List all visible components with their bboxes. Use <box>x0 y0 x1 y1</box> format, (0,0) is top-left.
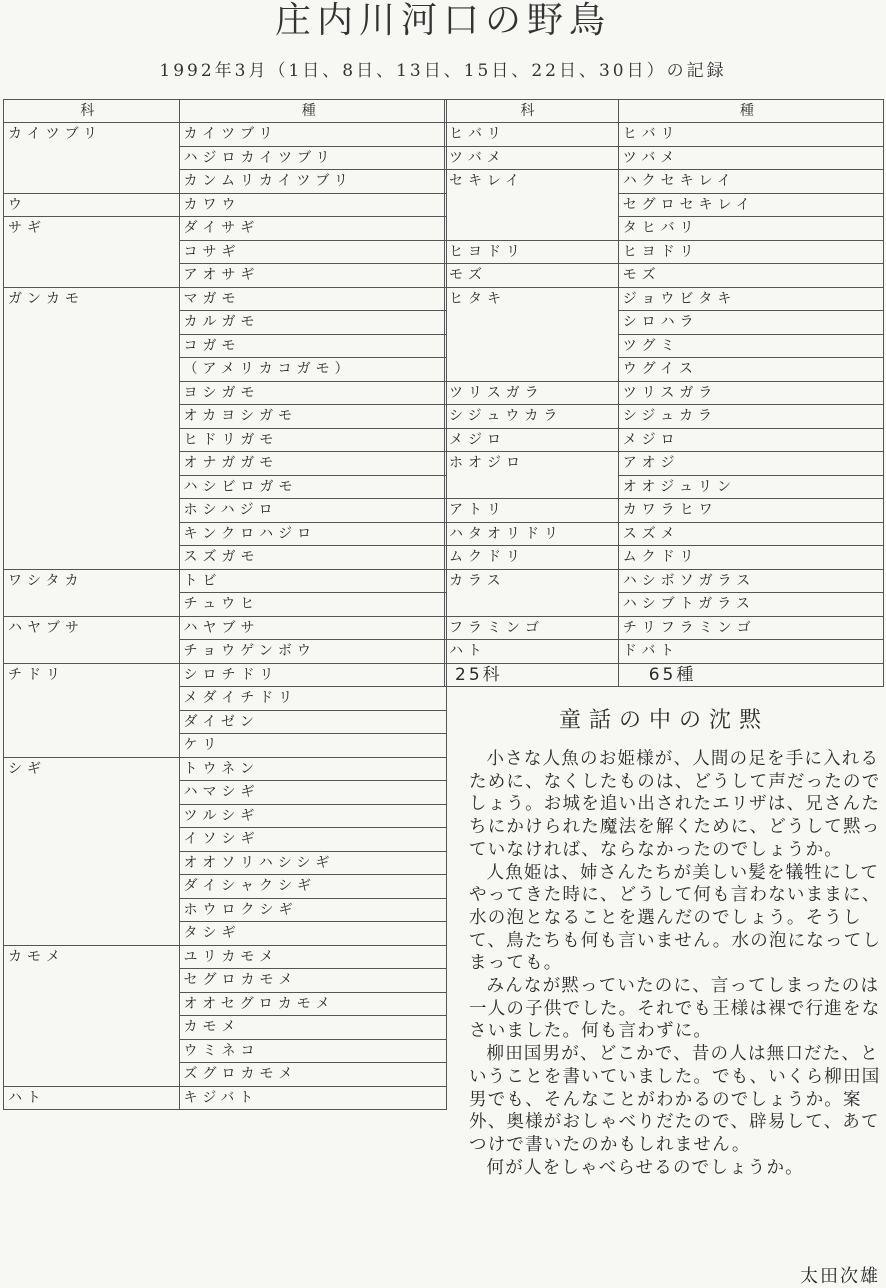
family-cell <box>4 499 180 523</box>
family-cell: ツバメ <box>445 146 619 170</box>
family-cell: チドリ <box>4 663 180 687</box>
family-header: 科 <box>4 100 180 123</box>
table-row <box>4 358 447 382</box>
family-cell <box>4 875 180 899</box>
family-cell: フラミンゴ <box>445 616 619 640</box>
species-cell: シロチドリ <box>179 663 446 687</box>
species-cell: コガモ <box>179 334 446 358</box>
family-cell <box>445 217 619 241</box>
family-cell <box>4 1063 180 1087</box>
essay-body <box>469 748 886 1179</box>
species-header: 種 <box>179 100 446 123</box>
table-row <box>445 522 884 546</box>
page-subtitle: 1992年3月（1日、8日、13日、15日、22日、30日）の記録 <box>159 61 727 81</box>
species-cell: キンクロハジロ <box>179 522 446 546</box>
table-row <box>4 593 447 617</box>
species-cell: ダイサギ <box>179 217 446 241</box>
family-cell: アトリ <box>445 499 619 523</box>
table-row <box>4 710 447 734</box>
family-cell: ワシタカ <box>4 569 180 593</box>
essay-paragraph: みんなが黙っていたのに、言ってしまったのは一人の子供でした。それでも王様は裸で行進をなさいました。何も言わずに。 <box>469 976 881 1042</box>
table-row <box>4 1086 447 1110</box>
family-cell: ツリスガラ <box>445 381 619 405</box>
family-header: 科 <box>445 100 619 123</box>
species-cell: ツルシギ <box>179 804 446 828</box>
table-row <box>4 428 447 452</box>
table-row <box>4 170 447 194</box>
table-row <box>4 287 447 311</box>
table-row <box>4 193 447 217</box>
family-cell <box>4 1016 180 1040</box>
family-cell: カモメ <box>4 945 180 969</box>
family-cell <box>445 311 619 335</box>
table-row <box>4 217 447 241</box>
family-cell <box>4 311 180 335</box>
table-row <box>4 851 447 875</box>
species-cell: ウミネコ <box>179 1039 446 1063</box>
family-cell <box>4 240 180 264</box>
totals-row <box>445 663 884 687</box>
family-cell: カイツブリ <box>4 123 180 147</box>
family-cell <box>4 640 180 664</box>
family-cell: モズ <box>445 264 619 288</box>
family-cell <box>4 381 180 405</box>
table-row <box>445 499 884 523</box>
table-row <box>445 264 884 288</box>
table-row <box>4 640 447 664</box>
family-cell: ガンカモ <box>4 287 180 311</box>
family-cell: サギ <box>4 217 180 241</box>
table-row <box>4 992 447 1016</box>
table-row <box>4 875 447 899</box>
essay-paragraph: 柳田国男が、どこかで、昔の人は無口だた、ということを書いていました。でも、いくら柳田国男でも、そんなことがわかるのでしょうか。案外、奥様がおしゃべりだたので、辟易して、あてつけで書いたのかもしれません。 <box>469 1044 881 1155</box>
family-cell <box>4 804 180 828</box>
table-row <box>4 381 447 405</box>
species-cell: ムクドリ <box>618 546 883 570</box>
family-cell <box>4 969 180 993</box>
species-cell: （アメリカコガモ） <box>179 358 446 382</box>
family-cell <box>4 264 180 288</box>
table-row <box>4 898 447 922</box>
species-cell: トウネン <box>179 757 446 781</box>
species-cell: ダイゼン <box>179 710 446 734</box>
family-cell <box>4 734 180 758</box>
family-cell <box>445 358 619 382</box>
table-row <box>4 1016 447 1040</box>
species-cell: スズメ <box>618 522 883 546</box>
species-cell: ハシブトガラス <box>618 593 883 617</box>
species-cell: ウグイス <box>618 358 883 382</box>
table-row <box>4 311 447 335</box>
table-row <box>4 499 447 523</box>
species-cell: カワウ <box>179 193 446 217</box>
table-row <box>4 405 447 429</box>
bird-table-left <box>3 99 447 1110</box>
family-cell <box>4 898 180 922</box>
essay-title: 童話の中の沈黙 <box>558 708 769 733</box>
table-row <box>445 640 884 664</box>
family-cell <box>445 334 619 358</box>
table-row <box>445 311 884 335</box>
table-row <box>4 546 447 570</box>
family-cell: カラス <box>445 569 619 593</box>
species-cell: タヒバリ <box>618 217 883 241</box>
table-row <box>445 546 884 570</box>
species-cell: ヒドリガモ <box>179 428 446 452</box>
species-cell: ジョウビタキ <box>618 287 883 311</box>
total-families: 25科 <box>445 663 619 687</box>
family-cell: メジロ <box>445 428 619 452</box>
table-row <box>445 334 884 358</box>
family-cell <box>4 992 180 1016</box>
species-cell: ハシビロガモ <box>179 475 446 499</box>
species-cell: イソシギ <box>179 828 446 852</box>
family-cell: ヒタキ <box>445 287 619 311</box>
table-row <box>4 804 447 828</box>
table-row <box>4 687 447 711</box>
species-cell: キジバト <box>179 1086 446 1110</box>
family-cell <box>445 193 619 217</box>
family-cell <box>4 1039 180 1063</box>
species-cell: セグロセキレイ <box>618 193 883 217</box>
species-cell: メダイチドリ <box>179 687 446 711</box>
species-cell: ケリ <box>179 734 446 758</box>
family-cell <box>4 405 180 429</box>
family-cell: ホオジロ <box>445 452 619 476</box>
species-cell: チリフラミンゴ <box>618 616 883 640</box>
species-cell: ユリカモメ <box>179 945 446 969</box>
table-row <box>445 428 884 452</box>
table-row <box>445 170 884 194</box>
species-cell: ハクセキレイ <box>618 170 883 194</box>
species-cell: オオジュリン <box>618 475 883 499</box>
table-row <box>4 922 447 946</box>
species-cell: カイツブリ <box>179 123 446 147</box>
family-cell <box>4 781 180 805</box>
table-row <box>445 475 884 499</box>
bird-table-right-body <box>445 123 884 664</box>
table-row <box>445 593 884 617</box>
family-cell <box>4 851 180 875</box>
species-cell: ヨシガモ <box>179 381 446 405</box>
table-row <box>4 123 447 147</box>
table-row <box>4 264 447 288</box>
species-cell: ホシハジロ <box>179 499 446 523</box>
table-row <box>4 569 447 593</box>
table-row <box>4 522 447 546</box>
family-cell <box>4 546 180 570</box>
family-cell <box>445 475 619 499</box>
species-cell: マガモ <box>179 287 446 311</box>
family-cell <box>4 170 180 194</box>
species-cell: ハシボソガラス <box>618 569 883 593</box>
table-row <box>445 240 884 264</box>
table-row <box>4 969 447 993</box>
table-row <box>445 569 884 593</box>
species-cell: トビ <box>179 569 446 593</box>
family-cell <box>4 428 180 452</box>
total-species: 65種 <box>618 663 883 687</box>
species-cell: ダイシャクシギ <box>179 875 446 899</box>
species-cell: ヒバリ <box>618 123 883 147</box>
table-row <box>4 828 447 852</box>
species-cell: オナガガモ <box>179 452 446 476</box>
family-cell: ムクドリ <box>445 546 619 570</box>
author-name: 太田次雄 <box>800 1266 880 1287</box>
species-cell: チュウヒ <box>179 593 446 617</box>
family-cell: ヒバリ <box>445 123 619 147</box>
family-cell: ハタオリドリ <box>445 522 619 546</box>
family-cell: シギ <box>4 757 180 781</box>
family-cell <box>445 593 619 617</box>
species-header: 種 <box>618 100 883 123</box>
table-row <box>4 616 447 640</box>
species-cell: シジュカラ <box>618 405 883 429</box>
species-cell: ツグミ <box>618 334 883 358</box>
species-cell: ヒヨドリ <box>618 240 883 264</box>
family-cell: ハヤブサ <box>4 616 180 640</box>
table-row <box>4 1063 447 1087</box>
bird-table-right <box>444 99 884 687</box>
essay-paragraph: 小さな人魚のお姫様が、人間の足を手に入れるために、なくしたものは、どうして声だったのでしょう。お城を追い出されたエリザは、兄さんたちにかけられた魔法を解くために、どうして黙っていなければ、ならなかったのでしょうか。 <box>469 749 881 860</box>
family-cell <box>4 710 180 734</box>
table-row <box>4 757 447 781</box>
table-row <box>4 1039 447 1063</box>
table-row <box>445 146 884 170</box>
species-cell: メジロ <box>618 428 883 452</box>
bird-table-left-body <box>4 123 447 1110</box>
species-cell: ハマシギ <box>179 781 446 805</box>
table-row <box>445 193 884 217</box>
family-cell: ヒヨドリ <box>445 240 619 264</box>
species-cell: オオセグロカモメ <box>179 992 446 1016</box>
family-cell <box>4 522 180 546</box>
species-cell: ドバト <box>618 640 883 664</box>
table-row <box>445 358 884 382</box>
species-cell: タシギ <box>179 922 446 946</box>
table-row <box>445 452 884 476</box>
species-cell: コサギ <box>179 240 446 264</box>
family-cell <box>4 593 180 617</box>
table-row <box>445 123 884 147</box>
species-cell: カルガモ <box>179 311 446 335</box>
page-title: 庄内川河口の野鳥 <box>274 0 611 41</box>
species-cell: オオソリハシシギ <box>179 851 446 875</box>
family-cell: シジュウカラ <box>445 405 619 429</box>
family-cell <box>4 334 180 358</box>
table-row <box>445 287 884 311</box>
table-row <box>445 217 884 241</box>
species-cell: ツリスガラ <box>618 381 883 405</box>
table-row <box>4 475 447 499</box>
table-row <box>4 663 447 687</box>
table-row <box>4 334 447 358</box>
family-cell <box>4 452 180 476</box>
species-cell: ハヤブサ <box>179 616 446 640</box>
species-cell: カモメ <box>179 1016 446 1040</box>
family-cell <box>4 922 180 946</box>
species-cell: アオサギ <box>179 264 446 288</box>
species-cell: チョウゲンボウ <box>179 640 446 664</box>
species-cell: カンムリカイツブリ <box>179 170 446 194</box>
family-cell: ハト <box>445 640 619 664</box>
family-cell: セキレイ <box>445 170 619 194</box>
family-cell <box>4 475 180 499</box>
table-row <box>445 616 884 640</box>
table-row <box>4 452 447 476</box>
species-cell: オカヨシガモ <box>179 405 446 429</box>
table-row <box>445 405 884 429</box>
species-cell: シロハラ <box>618 311 883 335</box>
species-cell: モズ <box>618 264 883 288</box>
table-row <box>4 240 447 264</box>
table-row <box>445 381 884 405</box>
family-cell <box>4 358 180 382</box>
species-cell: ホウロクシギ <box>179 898 446 922</box>
species-cell: ツバメ <box>618 146 883 170</box>
species-cell: セグロカモメ <box>179 969 446 993</box>
essay-paragraph: 人魚姫は、姉さんたちが美しい髪を犠牲にしてやってきた時に、どうして何も言わないままに、水の泡となることを選んだのでしょう。そうして、鳥たちも何も言いません。水の泡になってしまっても。 <box>469 862 882 974</box>
family-cell <box>4 146 180 170</box>
table-row <box>4 945 447 969</box>
table-row <box>4 734 447 758</box>
essay-paragraph: 何が人をしゃべらせるのでしょうか。 <box>486 1157 804 1178</box>
family-cell <box>4 687 180 711</box>
table-row <box>4 146 447 170</box>
table-row <box>4 781 447 805</box>
family-cell <box>4 828 180 852</box>
species-cell: ハジロカイツブリ <box>179 146 446 170</box>
family-cell: ウ <box>4 193 180 217</box>
species-cell: ズグロカモメ <box>179 1063 446 1087</box>
family-cell: ハト <box>4 1086 180 1110</box>
species-cell: アオジ <box>618 452 883 476</box>
species-cell: カワラヒワ <box>618 499 883 523</box>
species-cell: スズガモ <box>179 546 446 570</box>
